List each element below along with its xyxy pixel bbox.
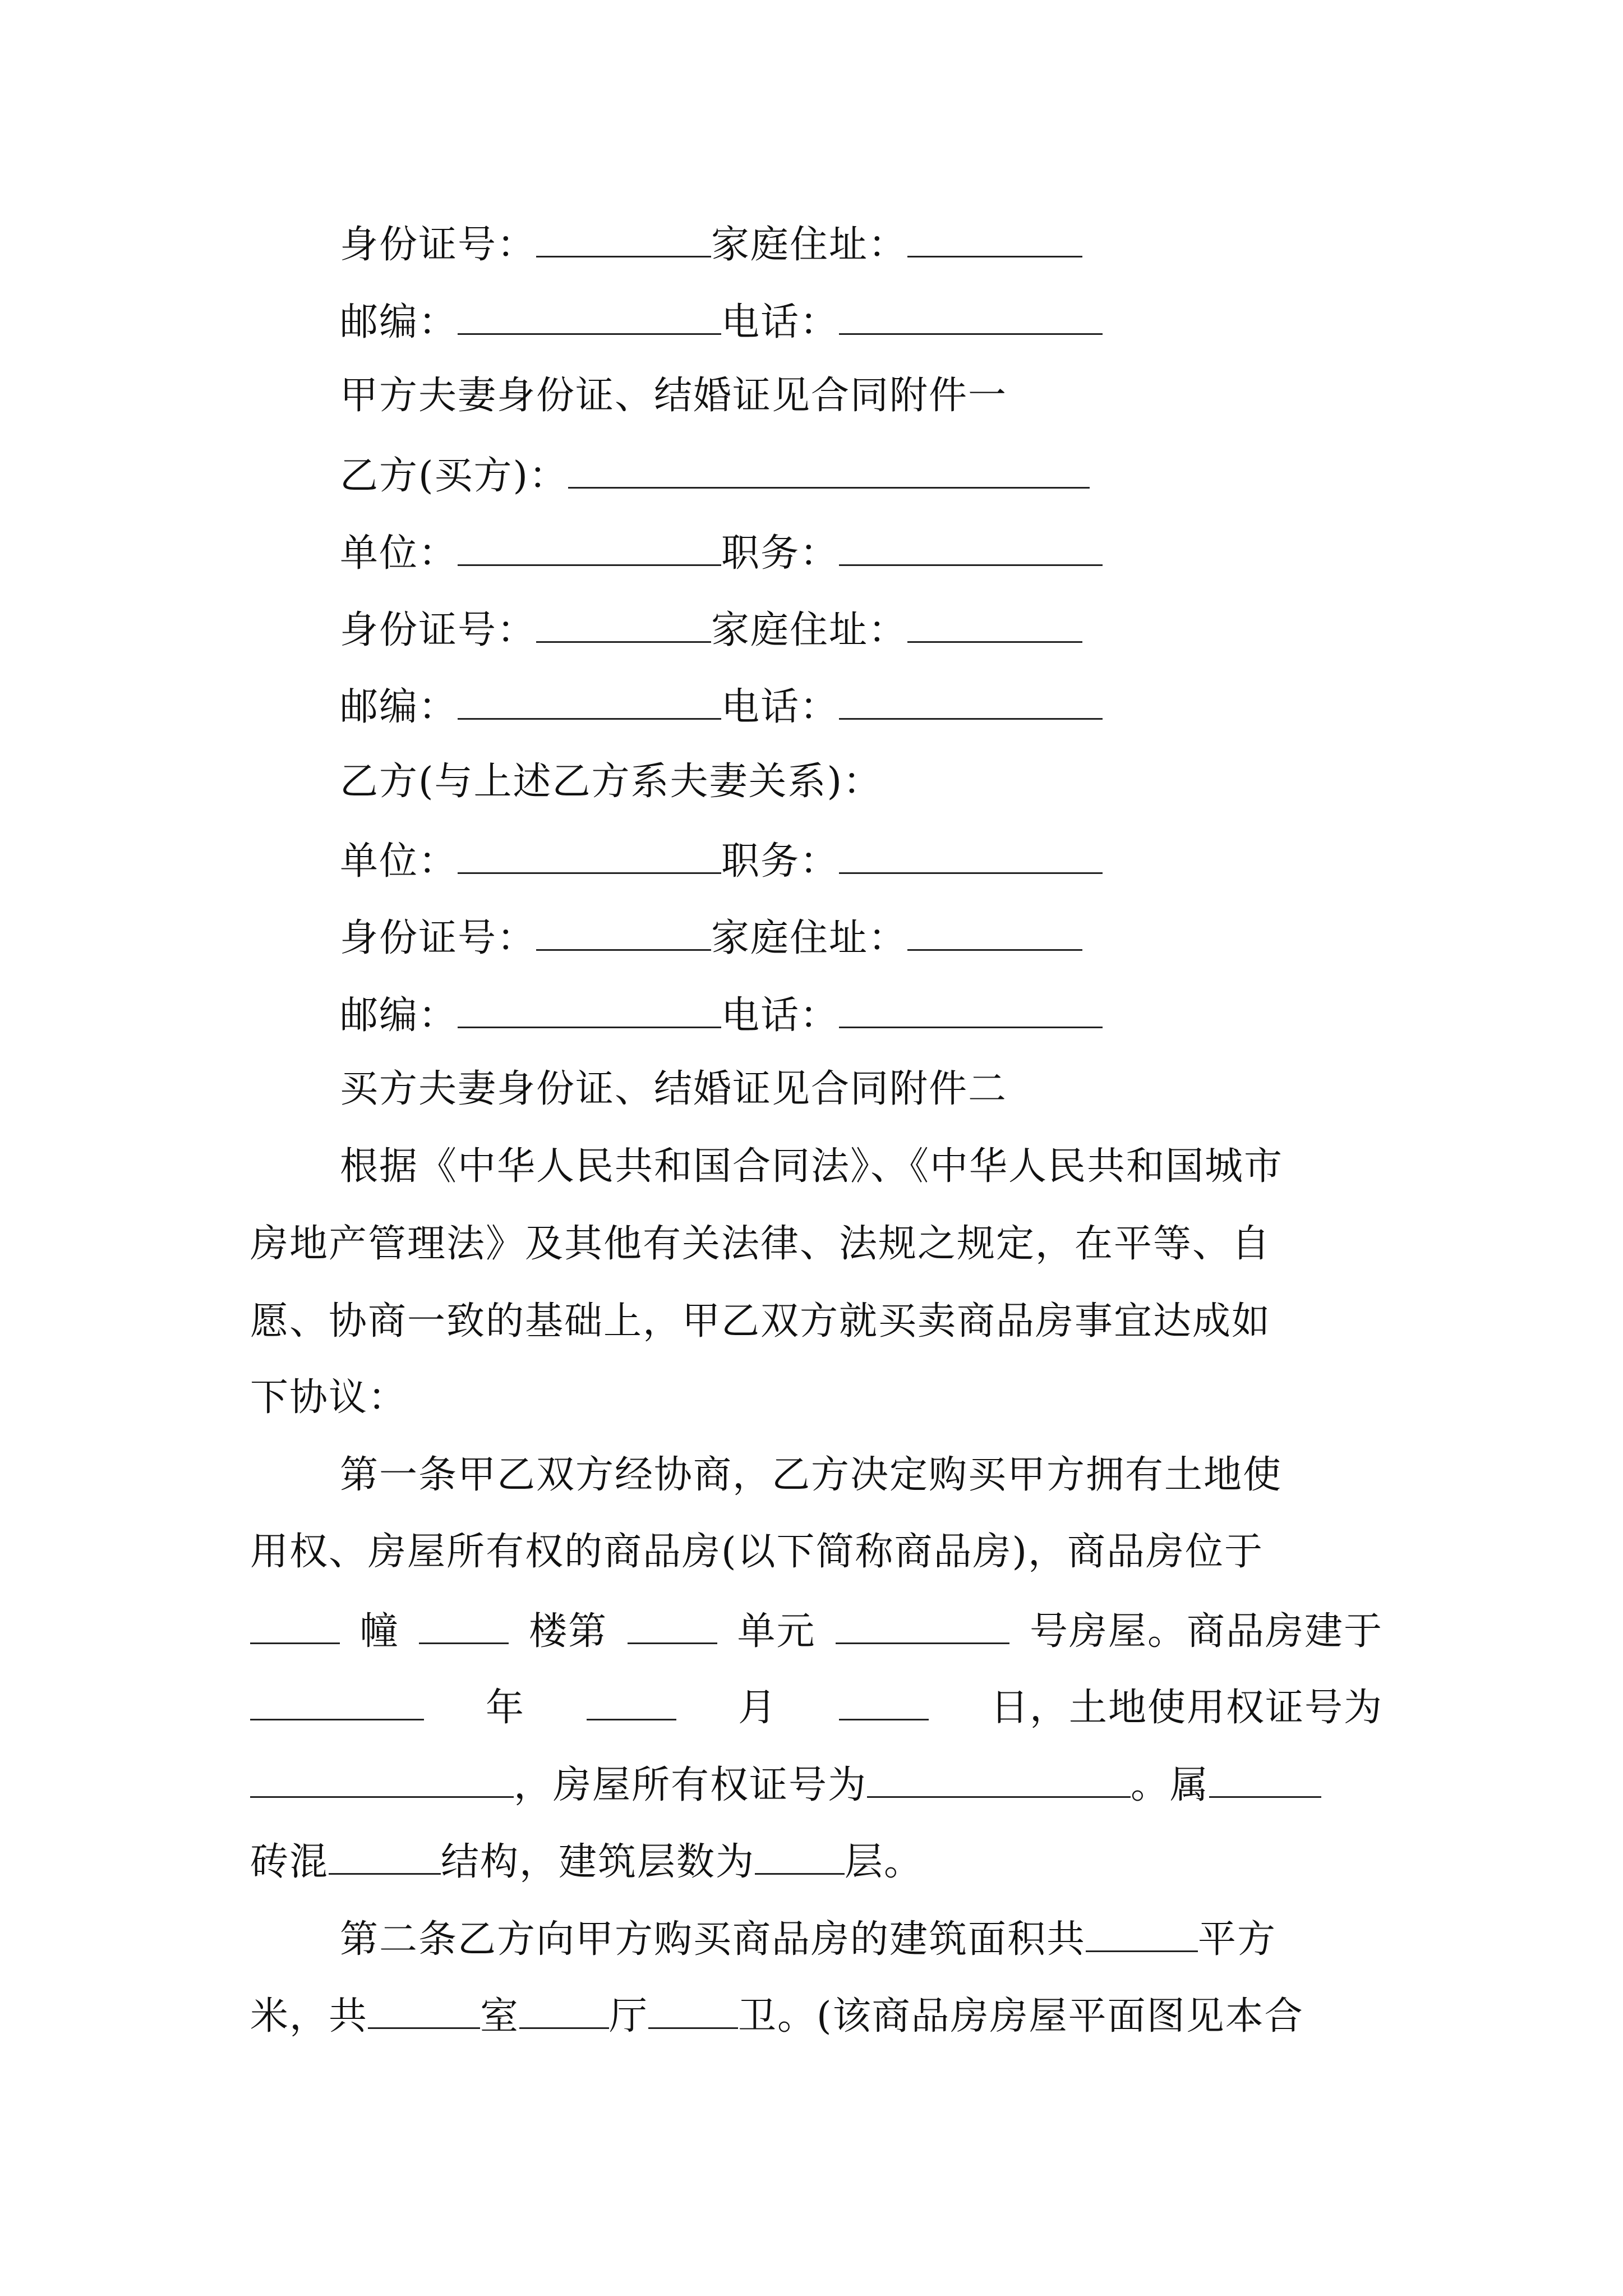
home-address-label: 家庭住址： [711, 916, 908, 960]
article1-line-2: 用权、房屋所有权的商品房(以下简称商品房)，商品房位于 [250, 1530, 1264, 1574]
preamble-line-3: 愿、协商一致的基础上，甲乙双方就买卖商品房事宜达成如 [250, 1299, 1271, 1343]
home-address-blank[interactable] [907, 917, 1082, 951]
belongs-text: 。属 [1131, 1763, 1210, 1807]
unit-label: 单位： [340, 531, 458, 576]
room-tail-text: 号房屋。商品房建于 [1029, 1609, 1383, 1654]
buyer-contact-row [340, 685, 1103, 729]
position-blank[interactable] [839, 532, 1103, 566]
floor-area-blank[interactable] [1086, 1918, 1198, 1952]
unit-label: 单位： [340, 839, 458, 884]
owner-cert-text: ，房屋所有权证号为 [514, 1763, 868, 1807]
article2-prefix: 第二条乙方向甲方购买商品房的建筑面积共 [340, 1917, 1086, 1962]
home-address-blank[interactable] [907, 609, 1082, 643]
home-address-label: 家庭住址： [711, 223, 908, 267]
floor-label: 楼第 [529, 1609, 608, 1654]
rooms-prefix: 米，共 [250, 1994, 368, 2039]
postcode-blank[interactable] [458, 994, 721, 1028]
land-cert-blank[interactable] [250, 1764, 514, 1798]
floors-blank[interactable] [755, 1841, 845, 1875]
buyer-spouse-work-row [340, 839, 1103, 884]
preamble-line-2: 房地产管理法》及其他有关法律、法规之规定，在平等、自 [250, 1222, 1271, 1266]
postcode-blank[interactable] [458, 685, 721, 720]
month-label: 月 [737, 1686, 777, 1730]
buyer-id-row [340, 609, 1082, 650]
buyer-spouse-id-row [340, 917, 1082, 958]
structure-suffix: 结构，建筑层数为 [441, 1840, 755, 1884]
phone-blank[interactable] [839, 994, 1103, 1028]
floors-suffix: 层。 [845, 1840, 924, 1884]
phone-blank[interactable] [839, 301, 1103, 335]
year-label: 年 [485, 1686, 525, 1730]
id-number-label: 身份证号： [340, 608, 537, 652]
article1-line-3 [250, 1609, 1383, 1654]
preamble-line-1: 根据《中华人民共和国合同法》、《中华人民共和国城市 [340, 1144, 1284, 1189]
structure-prefix: 砖混 [250, 1840, 329, 1884]
position-label: 职务： [721, 839, 840, 884]
buyer-spouse-title: 乙方(与上述乙方系夫妻关系)： [340, 760, 883, 804]
article1-line-5 [250, 1764, 1383, 1805]
room-number-blank[interactable] [836, 1610, 1009, 1644]
article2-line-2 [250, 1994, 1383, 2039]
unit-blank[interactable] [458, 532, 721, 566]
preamble-line-4: 下协议： [250, 1375, 408, 1420]
article1-line-6 [250, 1840, 1383, 1884]
phone-label: 电话： [721, 300, 840, 344]
postcode-label: 邮编： [340, 685, 458, 729]
postcode-label: 邮编： [340, 300, 458, 344]
unit-number-blank[interactable] [628, 1610, 717, 1644]
structure-blank[interactable] [329, 1841, 441, 1875]
bath-tail-text: 卫。(该商品房房屋平面图见本合 [738, 1994, 1304, 2039]
postcode-label: 邮编： [340, 993, 458, 1038]
seller-spouse-id-row [340, 223, 1082, 267]
buyer-title: 乙方(买方)： [340, 454, 569, 498]
phone-label: 电话： [721, 993, 840, 1038]
unit-blank[interactable] [458, 840, 721, 874]
build-year-blank[interactable] [250, 1686, 424, 1720]
district-blank[interactable] [1209, 1764, 1321, 1798]
owner-cert-blank[interactable] [867, 1764, 1131, 1798]
article2-line-1 [340, 1917, 1277, 1962]
build-day-blank[interactable] [839, 1686, 929, 1720]
room-count-blank[interactable] [368, 1995, 480, 2029]
id-number-blank[interactable] [536, 223, 711, 257]
phone-label: 电话： [721, 685, 840, 729]
id-number-blank[interactable] [536, 917, 711, 951]
buyer-spouse-contact-row [340, 993, 1103, 1038]
id-number-label: 身份证号： [340, 223, 537, 267]
bath-count-blank[interactable] [648, 1995, 738, 2029]
seller-spouse-contact-row [340, 301, 1103, 342]
position-label: 职务： [721, 531, 840, 576]
id-number-label: 身份证号： [340, 916, 537, 960]
hall-count-blank[interactable] [519, 1995, 609, 2029]
build-month-blank[interactable] [587, 1686, 676, 1720]
unit-number-label: 单元 [737, 1609, 816, 1654]
article1-line-4 [250, 1686, 1383, 1730]
home-address-label: 家庭住址： [711, 608, 908, 652]
buyer-work-row [340, 531, 1103, 576]
buyer-name-blank[interactable] [568, 454, 1090, 489]
postcode-blank[interactable] [458, 301, 721, 335]
buyer-attachment-note: 买方夫妻身份证、结婚证见合同附件二 [340, 1067, 1008, 1111]
day-land-cert-text: 日，土地使用权证号为 [990, 1686, 1383, 1730]
seller-attachment-note: 甲方夫妻身份证、结婚证见合同附件一 [340, 374, 1008, 418]
home-address-blank[interactable] [907, 223, 1082, 257]
room-label: 室 [480, 1994, 520, 2039]
buyer-title-row [340, 454, 1090, 498]
building-blank[interactable] [250, 1610, 340, 1644]
hall-label: 厅 [609, 1994, 649, 2039]
building-label: 幢 [359, 1609, 399, 1654]
floor-blank[interactable] [419, 1610, 509, 1644]
position-blank[interactable] [839, 840, 1103, 874]
article1-line-1: 第一条甲乙双方经协商，乙方决定购买甲方拥有土地使 [340, 1453, 1283, 1497]
phone-blank[interactable] [839, 685, 1103, 720]
area-unit-text: 平方 [1198, 1917, 1277, 1962]
id-number-blank[interactable] [536, 609, 711, 643]
